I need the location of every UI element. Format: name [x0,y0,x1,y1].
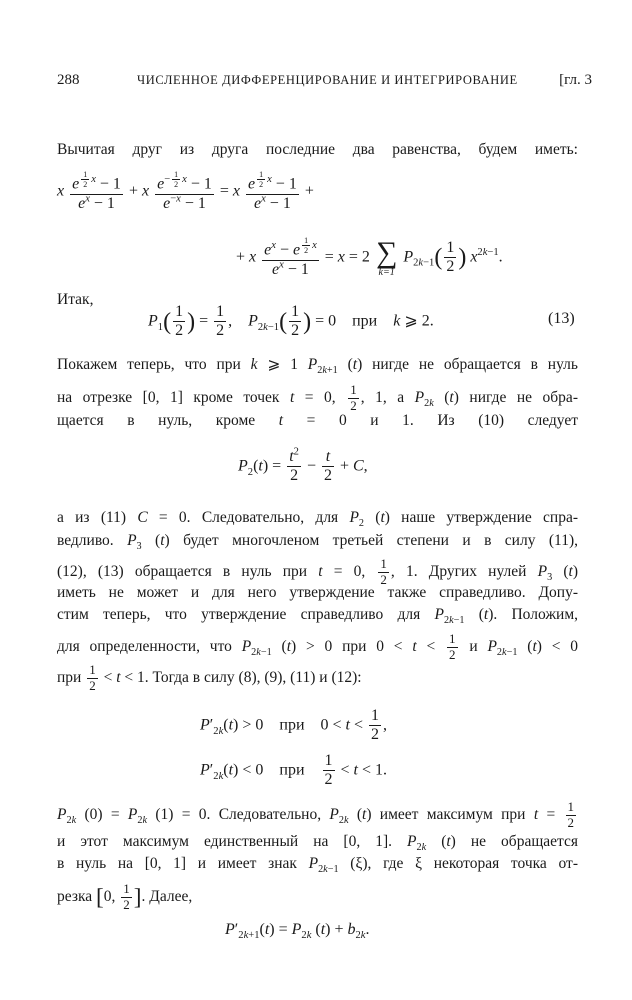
inequality-2: $P'_{2k}(t) < 0$ при $\frac{1}{2}$ < t < 1. [200,752,388,789]
text-itak: Итак, [57,291,94,308]
text-line-1: Покажем теперь, что при k ⩾ 1 $P_{2k+1}$ (t) нигде не обращается в нуль [57,356,578,377]
text-line-13: в нуль на [0, 1] и имеет знак $P_{2k-1}$ (ξ), где ξ некоторая точка от- [57,855,578,876]
text-line-10: при $\frac{1}{2}$ < t < 1. Тогда в силу (8), (9), (11) и (12): [57,662,362,693]
inequality-1: $P'_{2k}(t) > 0$ при 0 < t < $\frac{1}{2}$ , [200,707,388,744]
text-line-2: на отрезке [0, 1] кроме точек t = 0, $\frac{1}{2}$ , 1, а $P_{2k}$ (t) нигде не обра- [57,382,578,413]
page-header [57,72,592,92]
text-line-8: стим теперь, что утверждение справедливо для $P_{2k-1}$ (t). Положим, [57,606,579,627]
text-line-7: иметь не может и для него утверждение также справедливо. Допу- [57,584,578,601]
equation-1-line-2: + x $e^x - e$ $^{\frac{1}{2} x}$ $e^x - 1$ = x = 2 ∑ k=1 $P_{2k-1}$( $\frac{1}{2}$ ) $x^{2k-1}$. [236,235,503,278]
equation-last: $P'_{2k+1}(t) = P_{2k}$ $(t) + b_{2k}$. [225,921,370,942]
text-line-12: и этот максимум единственный на [0, 1]. $P_{2k}$ (t) не обращается [57,833,578,854]
equation-13-number: (13) [548,310,575,327]
page-number: 288 [57,72,80,88]
equation-p2: $P_2(t)$ = $\frac{t^2}{2}$ − $\frac{t}{2}$ + C, [238,446,368,485]
text-line-5: ведливо. $P_3$ (t) будет многочленом третьей степени и в силу (11), [57,532,578,553]
text-line-4: а из (11) C = 0. Следовательно, для $P_2$ (t) наше утверждение спра- [57,509,578,530]
text-line-9: для определенности, что $P_{2k-1}$ (t) > 0 при 0 < t < $\frac{1}{2}$ и $P_{2k-1}$ (t) < 0 [57,631,579,662]
chapter-label: [гл. 3 [559,72,592,88]
running-title: ЧИСЛЕННОЕ ДИФФЕРЕНЦИРОВАНИЕ И ИНТЕГРИРОВАНИЕ [137,73,518,87]
text-line-11: $P_{2k}$ $(0) = P_{2k}$ (1) = 0. Следовательно, $P_{2k}$ (t) имеет максимум при t = $\frac{1}{2}$ [57,799,574,830]
text-line-14: резка [0, $\frac{1}{2}$ ]. Далее, [57,881,193,912]
text-line-3: щается в нуль, кроме t = 0 и 1. Из (10) следует [57,412,578,429]
text-line-6: (12), (13) обращается в нуль при t = 0, $\frac{1}{2}$ , 1. Других нулей $P_3$ (t) [57,556,578,587]
equation-1-line-1: x e $^{\frac{1}{2} x}$ − 1 $e^x - 1$ + x $e^{- \frac{1}{2} x} - 1$ $e^{-x} - 1$ = x e $^{\frac{1}{2} x}$ − 1 $e^x - 1$ + [57,170,314,212]
text-line-intro: Вычитая друг из друга последние два равенства, будем иметь: [57,141,578,158]
equation-13: $P_1$( $\frac{1}{2}$ ) = $\frac{1}{2}$ , $P_{2k-1}$( $\frac{1}{2}$ ) = 0 при k ⩾ 2. [148,303,434,340]
